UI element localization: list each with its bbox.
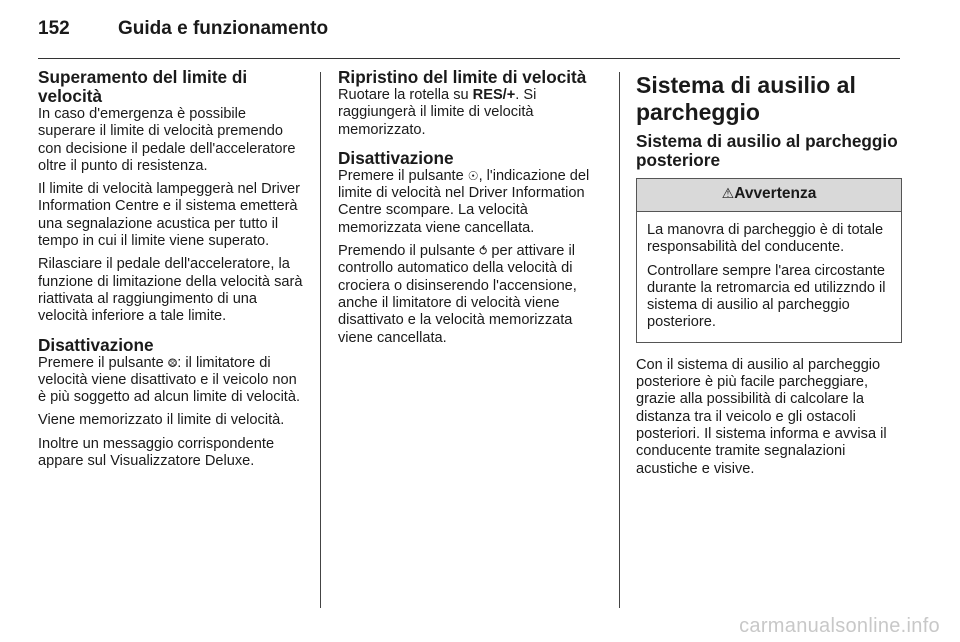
warning-icon: ⚠ bbox=[721, 186, 735, 202]
paragraph: Il limite di velocità lampeggerà nel Driver Information Centre e il sistema emetterà una segnalazione acustica per tutto il tempo in cui il limite viene superato. bbox=[38, 181, 300, 250]
speed-limiter-icon: ☉ bbox=[467, 168, 479, 183]
page-header bbox=[38, 18, 328, 40]
page-number: 152 bbox=[38, 18, 70, 39]
paragraph bbox=[38, 355, 306, 407]
text-run: Premere il pulsante bbox=[338, 167, 468, 184]
column-2 bbox=[338, 68, 606, 353]
watermark: carmanualsonline.info bbox=[739, 615, 940, 637]
text-run: . Si raggiungerà il limite di velocità memorizzato. bbox=[338, 87, 537, 138]
warning-header bbox=[637, 179, 901, 212]
cruise-control-icon: ⥀ bbox=[479, 244, 488, 259]
column-1 bbox=[38, 68, 306, 476]
text-run: : il limitatore di velocità viene disattivato e il veicolo non è più soggetto ad alcun limite di velocità. bbox=[38, 354, 301, 406]
text-run: per attivare il controllo automatico della velocità di crociera o disinserendo l'accensione, anche il limitatore di velocità viene disattivato e la velocità memorizzata viene cancellata. bbox=[338, 243, 577, 346]
text-run: Premere il pulsante bbox=[38, 354, 168, 371]
paragraph: Rilasciare il pedale dell'acceleratore, la funzione di limitazione della velocità sarà riattivata al raggiungimento di una velocità inferiore a tale limite. bbox=[38, 256, 303, 325]
text-run: Ruotare la rotella su bbox=[338, 87, 473, 103]
text-run: , l'indicazione del limite di velocità nel Driver Information Centre scompare. La velocità memorizzata viene cancellata. bbox=[338, 167, 590, 236]
paragraph: Viene memorizzato il limite di velocità. bbox=[38, 412, 285, 429]
warning-box bbox=[636, 178, 902, 343]
column-divider bbox=[619, 72, 620, 608]
section-heading: Disattivazione bbox=[338, 147, 454, 168]
header-rule bbox=[38, 58, 900, 59]
section-heading: Sistema di ausilio al parcheggio posteriore bbox=[636, 131, 898, 170]
paragraph bbox=[338, 168, 606, 237]
section-heading: Ripristino del limite di velocità bbox=[338, 67, 587, 87]
chapter-section-title: Sistema di ausilio al parcheggio bbox=[636, 72, 856, 125]
section-heading: Disattivazione bbox=[38, 334, 154, 355]
warning-title: Avvertenza bbox=[734, 185, 817, 202]
paragraph bbox=[338, 243, 606, 347]
column-divider bbox=[320, 72, 321, 608]
paragraph: Controllare sempre l'area circostante durante la retromarcia ed utilizzndo il sistema di ausilio al parcheggio posteriore. bbox=[647, 262, 886, 331]
paragraph: Inoltre un messaggio corrispondente appare sul Visualizzatore Deluxe. bbox=[38, 435, 275, 470]
warning-body bbox=[637, 212, 901, 342]
speed-limiter-off-icon: ⨷ bbox=[167, 355, 178, 370]
paragraph bbox=[338, 87, 606, 139]
paragraph: Con il sistema di ausilio al parcheggio posteriore è più facile parcheggiare, grazie alla possibilità di calcolare la distanza tra il veicolo e gli ostacoli posteriori. Il sistema informa e avvisa il conducente tramite segnalazioni acustiche e visive. bbox=[636, 356, 887, 477]
paragraph: In caso d'emergenza è possibile superare il limite di velocità premendo con decisione il pedale dell'acceleratore oltre il punto di resistenza. bbox=[38, 106, 296, 174]
paragraph: La manovra di parcheggio è di totale responsabilità del conducente. bbox=[647, 222, 884, 256]
section-heading: Superamento del limite di velocità bbox=[38, 67, 248, 106]
chapter-title: Guida e funzionamento bbox=[118, 18, 329, 39]
column-3 bbox=[636, 68, 902, 484]
control-label: RES/+ bbox=[472, 87, 516, 103]
text-run: Premendo il pulsante bbox=[338, 243, 480, 260]
